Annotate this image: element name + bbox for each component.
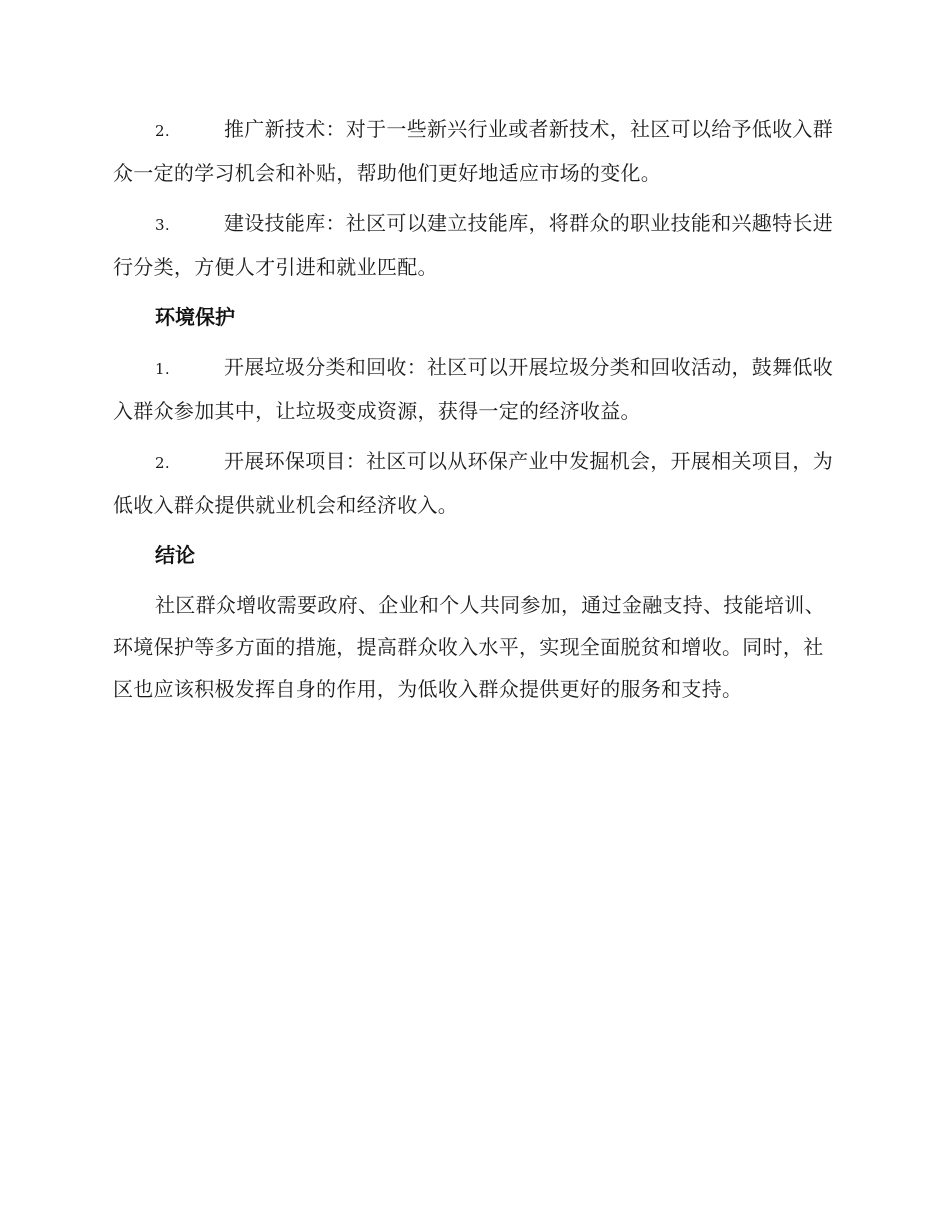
list-item (113, 346, 835, 432)
section-heading-environment: 环境保护 (155, 305, 235, 329)
conclusion-paragraph: 社区群众增收需要政府、企业和个人共同参加，通过金融支持、技能培训、环境保护等多方面的措施，提高群众收入水平，实现全面脱贫和增收。同时，社区也应该积极发挥自身的作用，为低收入群众提供更好的服务和支持。 (113, 593, 825, 701)
document-body (113, 108, 835, 710)
list-item-number: 2. (155, 122, 170, 140)
list-item (113, 202, 835, 288)
list-item-number: 3. (155, 216, 170, 234)
list-item (113, 108, 835, 194)
list-item-text: 开展垃圾分类和回收：社区可以开展垃圾分类和回收活动，鼓舞低收入群众参加其中，让垃圾变成资源，获得一定的经济收益。 (113, 355, 833, 423)
list-item-text: 建设技能库：社区可以建立技能库，将群众的职业技能和兴趣特长进行分类，方便人才引进和就业匹配。 (113, 211, 833, 279)
list-item-text: 开展环保项目：社区可以从环保产业中发掘机会，开展相关项目，为低收入群众提供就业机会和经济收入。 (113, 449, 833, 517)
list-item-text: 推广新技术：对于一些新兴行业或者新技术，社区可以给予低收入群众一定的学习机会和补贴，帮助他们更好地适应市场的变化。 (113, 117, 833, 185)
section-heading-conclusion: 结论 (155, 543, 195, 567)
list-item (113, 440, 835, 526)
list-item-number: 2. (155, 454, 170, 472)
list-item-number: 1. (155, 360, 170, 378)
